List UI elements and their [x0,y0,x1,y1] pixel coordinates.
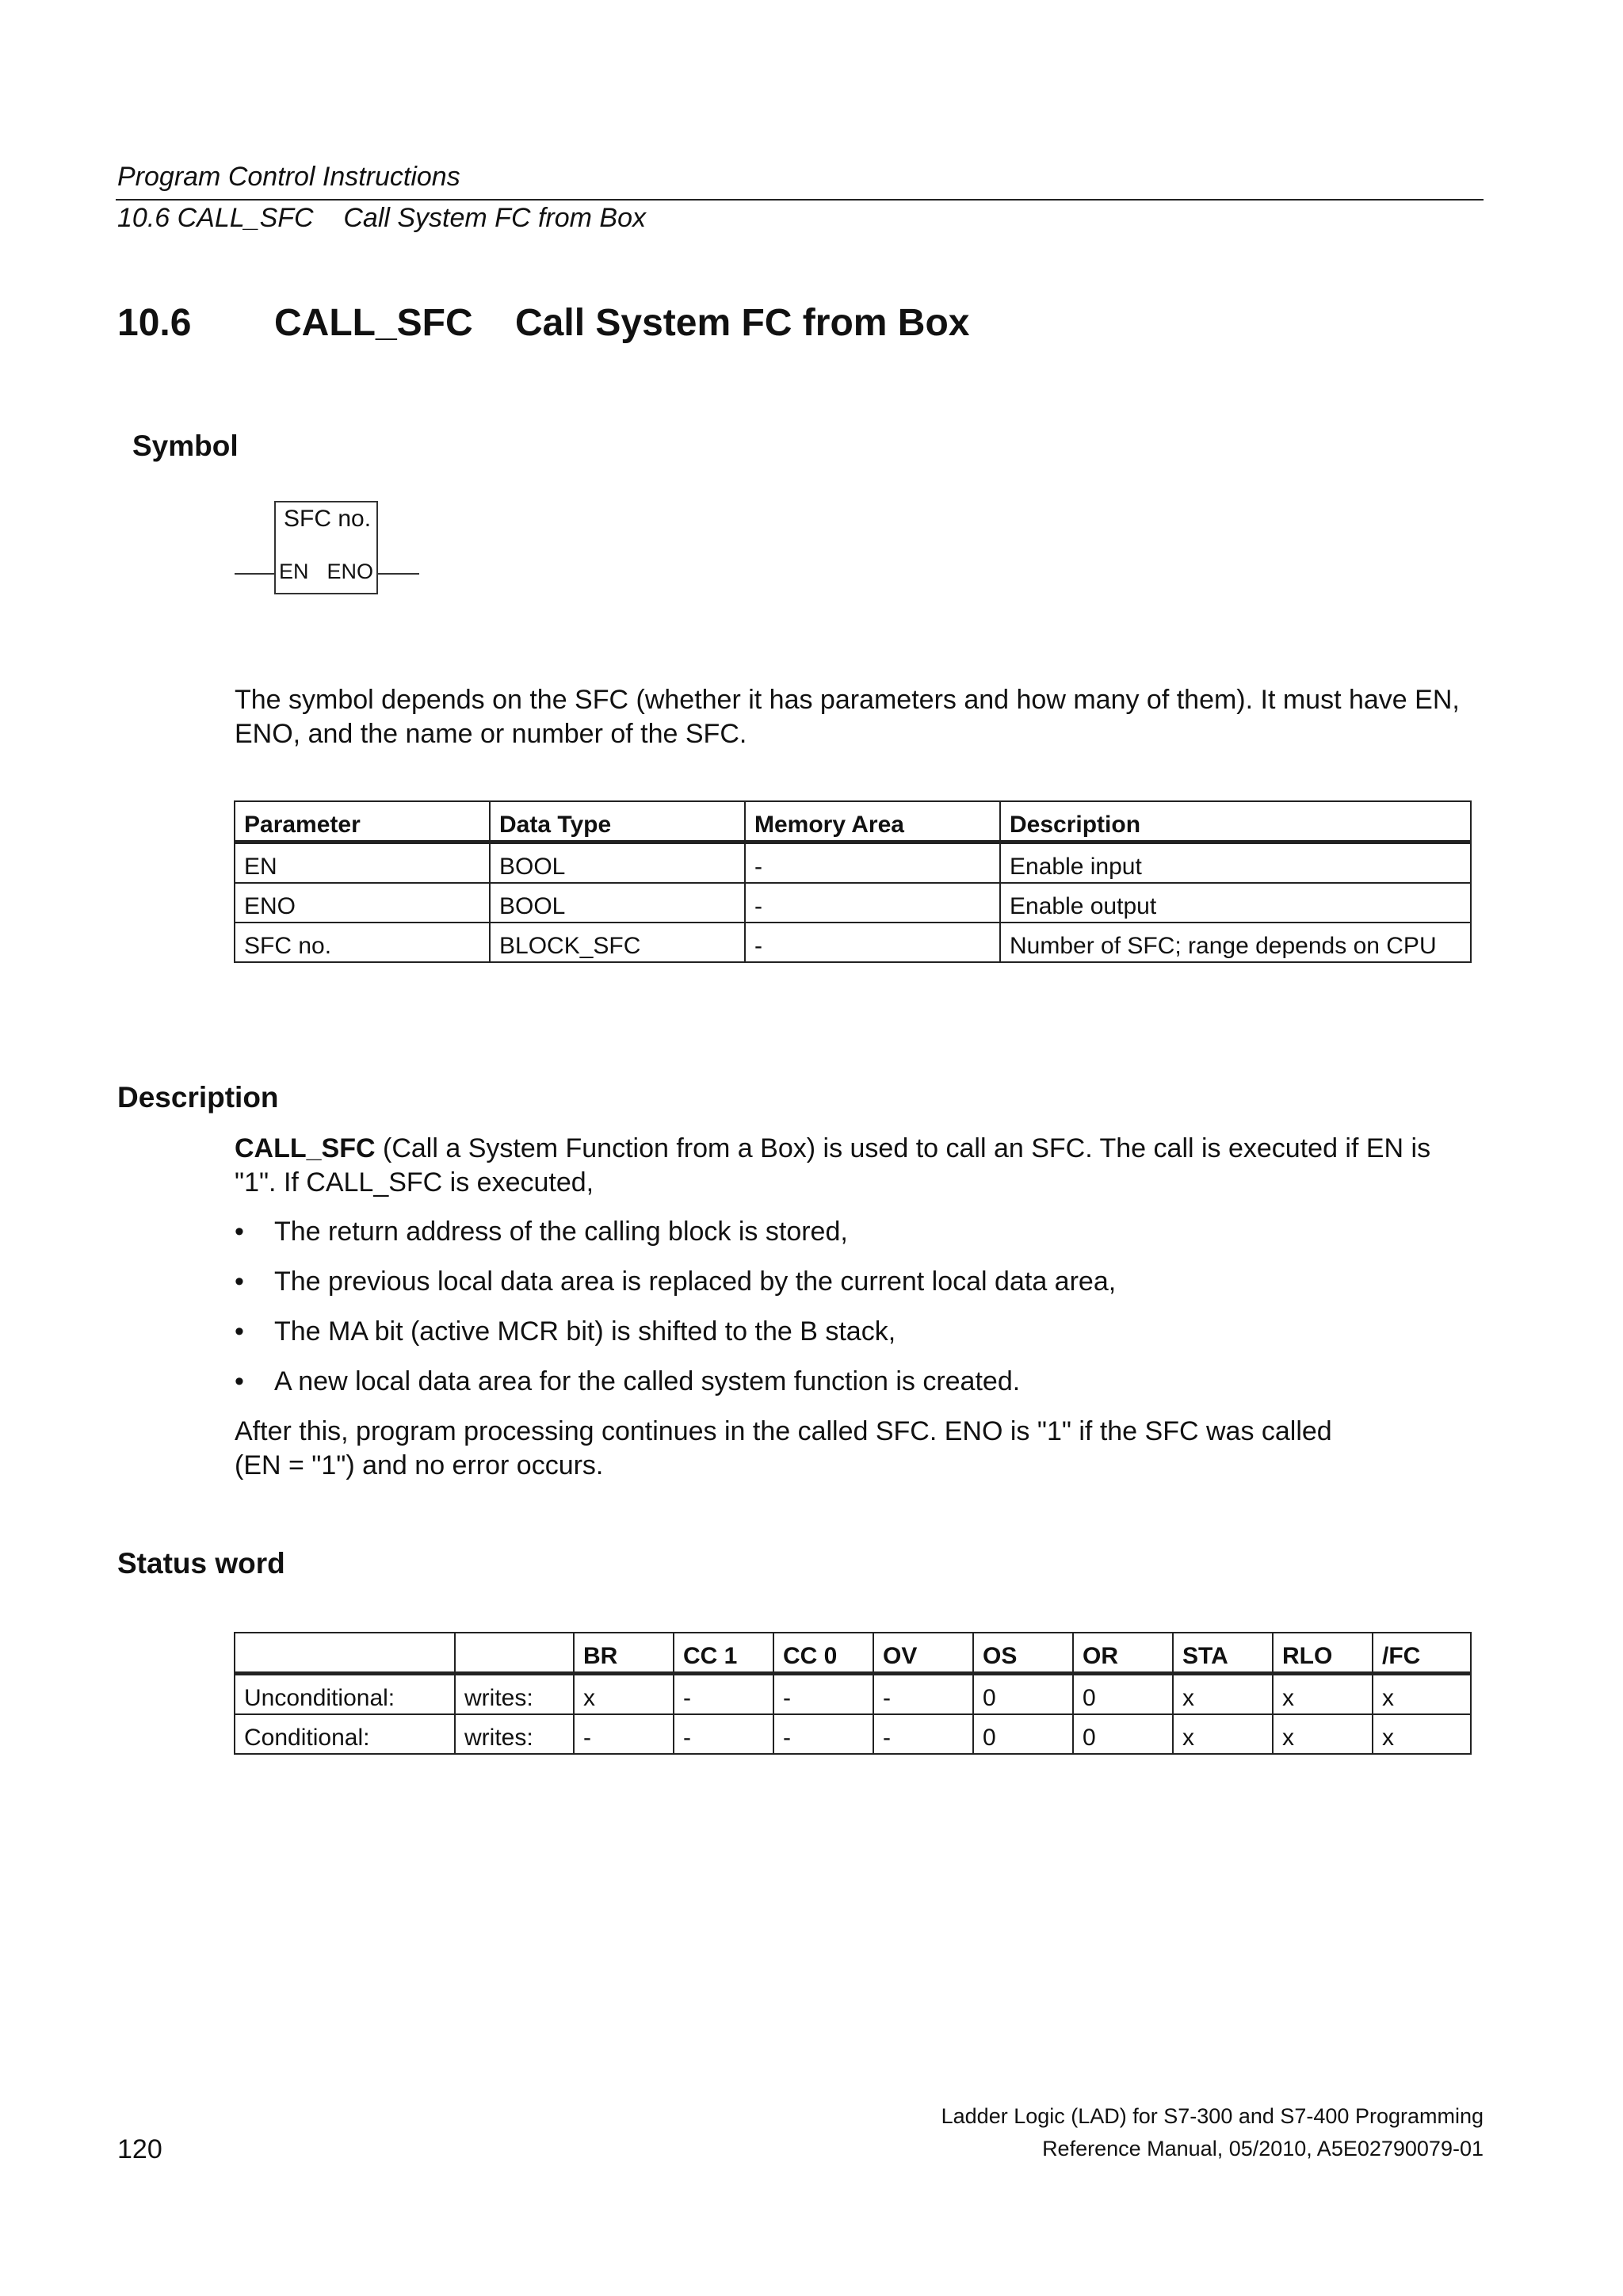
col-header-os: OS [973,1633,1073,1674]
table-cell: Unconditional: [235,1674,455,1715]
list-item [235,1265,1471,1299]
table-row [235,1674,1471,1715]
table-cell: Enable output [1000,883,1471,923]
col-header-sta: STA [1173,1633,1273,1674]
bullet-text: The MA bit (active MCR bit) is shifted to the B stack, [274,1316,896,1347]
bullet-dot: • [235,1366,244,1396]
status-table-header-row [235,1633,1471,1674]
table-cell: writes: [455,1674,574,1715]
page-number: 120 [117,2134,162,2164]
symbol-heading: Symbol [132,430,239,462]
table-cell: ENO [235,883,490,923]
table-cell: x [1373,1674,1471,1715]
table-cell: SFC no. [235,923,490,962]
table-cell: x [1273,1714,1373,1754]
table-cell: - [574,1714,674,1754]
table-cell: - [745,842,1000,884]
description-keyword: CALL_SFC [235,1133,376,1163]
col-header-cc1: CC 1 [674,1633,773,1674]
table-cell: BOOL [490,883,745,923]
table-cell: - [873,1674,973,1715]
sfc-box-eno: ENO [327,560,373,583]
footer-publication [533,2100,1484,2165]
table-row [235,842,1471,884]
table-cell: x [1173,1674,1273,1715]
table-cell: - [674,1714,773,1754]
table-cell: Number of SFC; range depends on CPU [1000,923,1471,962]
col-header-br: BR [574,1633,674,1674]
table-cell: 0 [973,1674,1073,1715]
sfc-call-box [274,501,378,594]
parameter-table [234,800,1472,963]
list-item [235,1215,1471,1249]
description-intro [235,1132,1471,1200]
bullet-text: The previous local data area is replaced by the current local data area, [274,1266,1117,1297]
table-cell: - [873,1714,973,1754]
bullet-text: The return address of the calling block is stored, [274,1217,848,1247]
running-header-section: 10.6 CALL_SFC Call System FC from Box [117,203,646,233]
table-cell: 0 [1073,1714,1173,1754]
status-word-heading: Status word [117,1547,285,1580]
table-cell: 0 [1073,1674,1173,1715]
col-header-fc: /FC [1373,1633,1471,1674]
table-row [235,883,1471,923]
symbol-note: The symbol depends on the SFC (whether it has parameters and how many of them). It must have EN, ENO, and the name or number of the SFC. [235,685,1460,749]
footer-line-1: Ladder Logic (LAD) for S7-300 and S7-400 Programming [941,2104,1484,2128]
col-header-data-type: Data Type [490,801,745,842]
footer-line-2: Reference Manual, 05/2010, A5E02790079-01 [1042,2137,1484,2160]
table-cell: x [1373,1714,1471,1754]
table-cell: EN [235,842,490,884]
en-input-line [235,573,276,575]
description-heading: Description [117,1081,279,1114]
eno-output-line [378,573,419,575]
page-title: CALL_SFC Call System FC from Box [274,302,970,344]
sfc-box-en: EN [279,560,309,583]
table-row [235,1714,1471,1754]
table-cell: BOOL [490,842,745,884]
table-cell: - [773,1714,873,1754]
conclusion-line-2: (EN = "1") and no error occurs. [235,1450,604,1480]
table-cell: - [674,1674,773,1715]
table-cell: - [745,883,1000,923]
table-cell: BLOCK_SFC [490,923,745,962]
sfc-box-title: SFC no. [284,506,372,532]
running-header-chapter: Program Control Instructions [117,162,460,192]
bullet-text: A new local data area for the called system function is created. [274,1366,1021,1396]
col-header-empty [235,1633,455,1674]
parameter-table-header-row [235,801,1471,842]
list-item [235,1315,1471,1349]
col-header-empty [455,1633,574,1674]
table-cell: - [773,1674,873,1715]
bullet-dot: • [235,1217,244,1247]
description-conclusion [235,1415,1471,1483]
status-word-table [234,1632,1472,1755]
col-header-parameter: Parameter [235,801,490,842]
bullet-dot: • [235,1266,244,1297]
table-cell: Enable input [1000,842,1471,884]
table-cell: x [1273,1674,1373,1715]
description-intro-text: (Call a System Function from a Box) is used to call an SFC. The call is executed if EN is "1". If CALL_SFC is executed, [235,1133,1431,1198]
bullet-dot: • [235,1316,244,1347]
table-cell: 0 [973,1714,1073,1754]
col-header-cc0: CC 0 [773,1633,873,1674]
conclusion-line-1: After this, program processing continues in the called SFC. ENO is "1" if the SFC was called [235,1416,1332,1446]
table-cell: x [574,1674,674,1715]
col-header-memory-area: Memory Area [745,801,1000,842]
header-rule [116,199,1484,201]
description-bullet-list [235,1215,1471,1399]
col-header-rlo: RLO [1273,1633,1373,1674]
table-row [235,923,1471,962]
table-cell: writes: [455,1714,574,1754]
table-cell: x [1173,1714,1273,1754]
col-header-or: OR [1073,1633,1173,1674]
table-cell: Conditional: [235,1714,455,1754]
section-number: 10.6 [117,302,192,344]
col-header-ov: OV [873,1633,973,1674]
table-cell: - [745,923,1000,962]
col-header-description: Description [1000,801,1471,842]
list-item [235,1365,1471,1399]
